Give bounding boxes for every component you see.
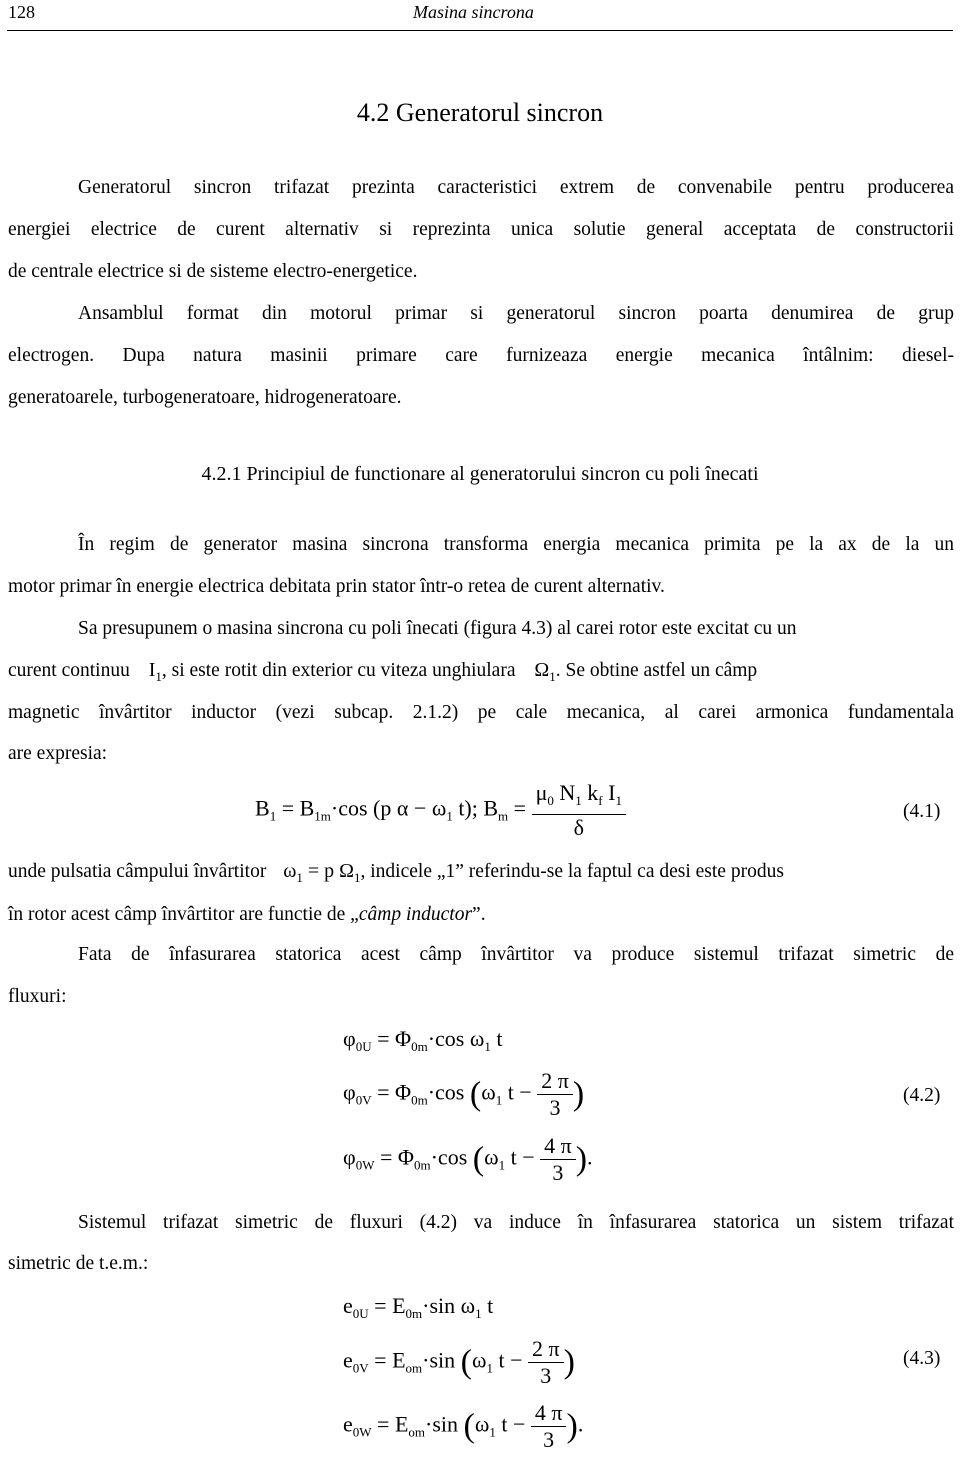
math-Omega1: $\Omega_1$ [534,659,556,684]
body-p2-line-4: are expresia: [8,743,108,764]
body-p4-line-2: fluxuri: [8,986,67,1007]
equation-number-4-3: (4.3) [903,1348,941,1369]
equation-4-3-line-1: $e_{0U} = E_{0m}\cdot\sin$ $\omega_1$ t [343,1293,494,1321]
intro-line-6: generatoarele, turbogeneratoare, hidrogeneratoare. [8,387,402,408]
intro-line-5: electrogen. Dupa natura masinii primare care furnizeaza energie mecanica întâlnim: diesel- [8,345,954,366]
page-header [8,2,534,23]
equation-4-3-line-3: $e_{0W} = E_{om}\cdot\sin$ ($\omega_1$ t − $\frac{4 \pi}{3}$ ). [343,1400,584,1452]
equation-4-2-line-3: $\varphi_{0W} = \Phi_{0m}\cdot\cos$ ($\omega_1$ t − $\frac{4 \pi}{3}$ ). [343,1133,593,1185]
section-title: 4.2 Generatorul sincron [356,98,604,127]
math-omega1: $\omega_1 = p$ $\Omega_1$ [283,860,361,885]
body-p1-line-1: În regim de generator masina sincrona transforma energia mecanica primita pe la ax de la un [78,534,954,555]
equation-number-4-2: (4.2) [903,1085,941,1106]
subsection-title: 4.2.1 Principiul de functionare al generatorului sincron cu poli înecati [201,463,759,485]
running-title: Masina sincrona [413,2,534,22]
intro-line-2: energiei electrice de curent alternativ si reprezinta unica solutie general acceptata de constructorii [8,219,954,240]
body-p2-line-2: curent continuu $I_1$, si este rotit din exterior cu viteza unghiulara $\Omega_1$. Se obtine astfel un câmp [8,659,758,684]
math-I1: $I_1$ [148,659,162,684]
equation-4-1: $B_1 = B_{1m}\cdot\cos$ (p $\alpha - \omega_1$ t); $B_m$ = $\frac{\mu_0 N_1 k_f I_1}{\delta}$ [255,780,626,841]
equation-4-2-line-2: $\varphi_{0V} = \Phi_{0m}\cdot\cos$ ($\omega_1$ t − $\frac{2 \pi}{3}$ ) [343,1068,585,1120]
body-p3-line-2: în rotor acest câmp învârtitor are functie de „câmp inductor”. [8,904,486,925]
body-p4-line-1: Fata de înfasurarea statorica acest câmp învârtitor va produce sistemul trifazat simetric de [78,944,954,965]
intro-line-4: Ansamblul format din motorul primar si generatorul sincron poarta denumirea de grup [78,303,954,324]
intro-line-3: de centrale electrice si de sisteme electro-energetice. [8,261,418,282]
body-p5-line-2: simetric de t.e.m.: [8,1253,149,1274]
equation-4-2-line-1: $\varphi_{0U} = \Phi_{0m}\cdot\cos$ $\omega_1$ t [343,1026,503,1054]
body-p2-line-1: Sa presupunem o masina sincrona cu poli înecati (figura 4.3) al carei rotor este excitat cu un [78,618,797,639]
header-rule [7,30,953,31]
body-p2-line-3: magnetic învârtitor inductor (vezi subcap. 2.1.2) pe cale mecanica, al carei armonica fundamentala [8,702,954,723]
page-number: 128 [8,2,35,22]
intro-line-1: Generatorul sincron trifazat prezinta caracteristici extrem de convenabile pentru producerea [78,177,954,198]
body-p1-line-2: motor primar în energie electrica debitata prin stator într-o retea de curent alternativ. [8,576,665,597]
body-p5-line-1: Sistemul trifazat simetric de fluxuri (4.2) va induce în înfasurarea statorica un sistem trifazat [78,1212,954,1233]
equation-number-4-1: (4.1) [903,801,941,822]
equation-4-3-line-2: $e_{0V} = E_{om}\cdot\sin$ ($\omega_1$ t − $\frac{2 \pi}{3}$ ) [343,1336,575,1388]
body-p3-line-1: unde pulsatia câmpului învârtitor $\omega_1 = p$ $\Omega_1$, indicele „1” referindu-se la faptul ca desi este produs [8,860,784,885]
